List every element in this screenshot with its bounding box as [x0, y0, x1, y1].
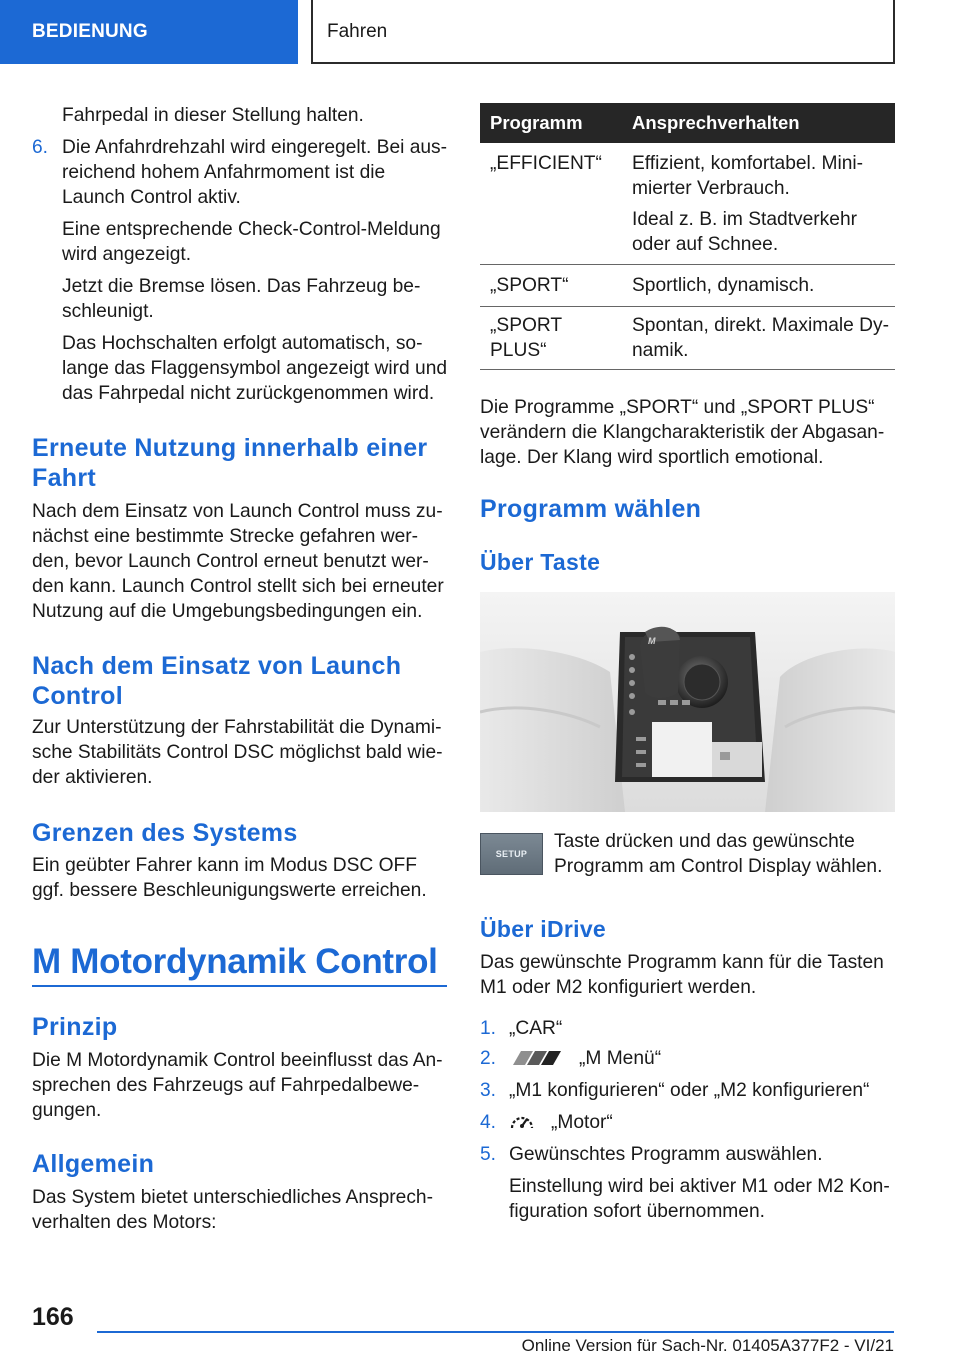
taste-text-1: Taste drücken und das gewünschte	[554, 831, 855, 852]
table-cell-program: „SPORT“	[490, 275, 569, 296]
step6-para4-2: lange das Flaggensymbol angezeigt wird und	[62, 358, 448, 379]
allgemein-text-2: verhalten des Motors:	[32, 1212, 217, 1233]
erneut-text-5: Nutzung auf die Umgebungsbedingungen ein.	[32, 601, 423, 622]
taste-text-2: Programm am Control Display wählen.	[554, 856, 883, 877]
heading-programm-waehlen: Programm wählen	[480, 495, 702, 523]
step5-text-3: figuration sofort übernommen.	[509, 1201, 765, 1222]
step6-text-1: Die Anfahrdrehzahl wird eingeregelt. Bei aus-	[62, 137, 448, 158]
table-header	[480, 103, 895, 143]
step6-para3-1: Jetzt die Bremse lösen. Das Fahrzeug be-	[62, 276, 421, 297]
nach-text-3: der aktivieren.	[32, 767, 153, 788]
table-cell-desc: Spontan, direkt. Maximale Dy-	[632, 315, 889, 336]
step-text: „M Menü“	[579, 1048, 662, 1069]
step-number: 5.	[480, 1144, 497, 1165]
nach-text-2: sche Stabilitäts Control DSC möglichst bald wie-	[32, 742, 443, 763]
prinzip-text-3: gungen.	[32, 1100, 102, 1121]
center-console-image	[480, 592, 895, 812]
prinzip-text-2: sprechen des Fahrzeugs auf Fahrpedalbewe-	[32, 1075, 420, 1096]
heading-underline	[32, 985, 447, 987]
m-menu-icon	[509, 1047, 567, 1069]
idrive-text-2: M1 oder M2 konfiguriert werden.	[480, 977, 757, 998]
grenzen-text-1: Ein geübter Fahrer kann im Modus DSC OFF	[32, 855, 417, 876]
klang-text-1: Die Programme „SPORT“ und „SPORT PLUS“	[480, 397, 875, 418]
column-header-ansprechverhalten: Ansprechverhalten	[632, 112, 800, 133]
step-number: 2.	[480, 1048, 497, 1069]
step6-para4-1: Das Hochschalten erfolgt automatisch, so-	[62, 333, 423, 354]
table-row-divider	[480, 306, 895, 307]
footer-version: Online Version für Sach-Nr. 01405A377F2 - VI/21	[521, 1336, 894, 1355]
table-row-divider	[480, 369, 895, 370]
heading-allgemein: Allgemein	[32, 1150, 155, 1178]
step6-para2-2: wird angezeigt.	[62, 244, 192, 265]
erneut-text-3: den, bevor Launch Control erneut benutzt wer-	[32, 551, 429, 572]
table-cell-desc: oder auf Schnee.	[632, 234, 779, 255]
heading-m-motordynamik: M Motordynamik Control	[32, 942, 438, 981]
chapter-title: Fahren	[311, 0, 895, 64]
grenzen-text-2: ggf. bessere Beschleunigungswerte erreichen.	[32, 880, 427, 901]
step-text: „CAR“	[509, 1018, 563, 1039]
column-header-programm: Programm	[490, 112, 583, 133]
svg-text:M: M	[648, 636, 656, 646]
step-number: 6.	[32, 137, 49, 158]
step6-text-2: reichend hohem Anfahrmoment ist die	[62, 162, 386, 183]
setup-button-icon: SETUP	[480, 833, 543, 875]
step6-para4-3: das Fahrpedal nicht zurückgenommen wird.	[62, 383, 435, 404]
heading-ueber-taste: Über Taste	[480, 549, 601, 575]
step6-para2-1: Eine entsprechende Check-Control-Meldung	[62, 219, 441, 240]
heading-erneute-nutzung-1: Erneute Nutzung innerhalb einer	[32, 434, 428, 462]
erneut-text-4: den kann. Launch Control stellt sich bei erneuter	[32, 576, 444, 597]
heading-prinzip: Prinzip	[32, 1013, 118, 1041]
table-cell-program: „SPORT	[490, 315, 563, 336]
table-cell-program: „EFFICIENT“	[490, 153, 602, 174]
step-number: 3.	[480, 1080, 497, 1101]
step6-text-3: Launch Control aktiv.	[62, 187, 241, 208]
engine-gauge-icon	[509, 1111, 535, 1135]
table-cell-desc: Effizient, komfortabel. Mini-	[632, 153, 864, 174]
step-text: „M1 konfigurieren“ oder „M2 konfigurieren“	[509, 1080, 870, 1101]
heading-grenzen: Grenzen des Systems	[32, 819, 298, 847]
table-cell-desc: Sportlich, dynamisch.	[632, 275, 815, 296]
allgemein-text-1: Das System bietet unterschiedliches Ansprech-	[32, 1187, 433, 1208]
table-cell-desc: mierter Verbrauch.	[632, 178, 790, 199]
step5-text-2: Einstellung wird bei aktiver M1 oder M2 Kon-	[509, 1176, 890, 1197]
table-cell-desc: Ideal z. B. im Stadtverkehr	[632, 209, 858, 230]
step-text: Gewünschtes Programm auswählen.	[509, 1144, 823, 1165]
nach-text-1: Zur Unterstützung der Fahrstabilität die Dynami-	[32, 717, 442, 738]
idrive-text-1: Das gewünschte Programm kann für die Tasten	[480, 952, 884, 973]
table-cell-desc: namik.	[632, 340, 689, 361]
step-number: 4.	[480, 1112, 497, 1133]
step-text: „Motor“	[551, 1112, 613, 1133]
erneut-text-2: nächst eine bestimmte Strecke gefahren wer-	[32, 526, 419, 547]
section-tab: BEDIENUNG	[0, 0, 298, 64]
heading-ueber-idrive: Über iDrive	[480, 916, 607, 942]
page-number: 166	[32, 1303, 74, 1331]
heading-nach-dem-einsatz-1: Nach dem Einsatz von Launch	[32, 652, 402, 680]
heading-erneute-nutzung-2: Fahrt	[32, 464, 96, 492]
prinzip-text-1: Die M Motordynamik Control beeinflusst das An-	[32, 1050, 443, 1071]
table-row-divider	[480, 264, 895, 265]
heading-nach-dem-einsatz-2: Control	[32, 682, 123, 710]
step6-para3-2: schleunigt.	[62, 301, 154, 322]
erneut-text-1: Nach dem Einsatz von Launch Control muss zu-	[32, 501, 443, 522]
klang-text-2: verändern die Klangcharakteristik der Abgasan-	[480, 422, 885, 443]
klang-text-3: lage. Der Klang wird sportlich emotional.	[480, 447, 824, 468]
step-number: 1.	[480, 1018, 497, 1039]
table-cell-program: PLUS“	[490, 340, 547, 361]
step5-continuation: Fahrpedal in dieser Stellung halten.	[62, 105, 364, 126]
